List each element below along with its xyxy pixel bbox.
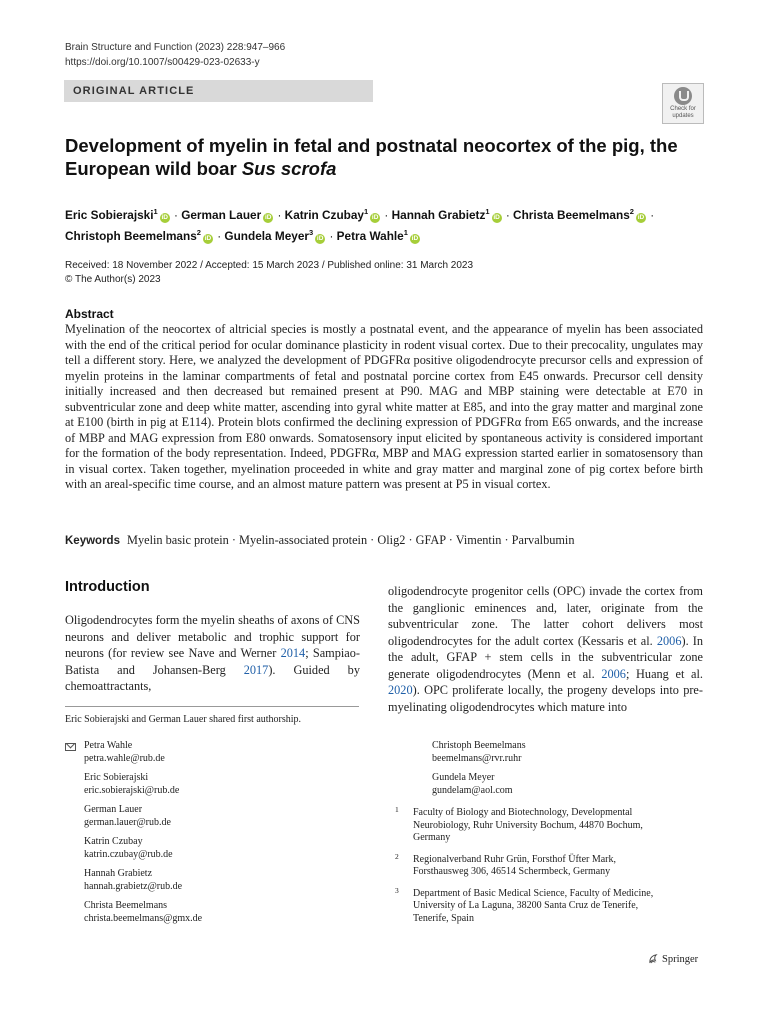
orcid-icon[interactable]: iD bbox=[161, 213, 168, 221]
contact-entry bbox=[84, 900, 365, 925]
author-affiliation-number: 2 bbox=[196, 227, 201, 237]
date-history: Received: 18 November 2022 / Accepted: 15 March 2023 / Published online: 31 March 2023 bbox=[65, 260, 474, 271]
introduction-heading: Introduction bbox=[65, 579, 150, 595]
affiliation-number: 3 bbox=[395, 885, 399, 895]
affiliation-number: 1 bbox=[395, 805, 399, 814]
author-affiliation-number: 1 bbox=[153, 207, 158, 216]
affiliation-line: Neurobiology, Ruhr University Bochum, 44870 Bochum, bbox=[413, 819, 643, 831]
affiliation-line: Faculty of Biology and Biotechnology, Developmental bbox=[413, 807, 633, 818]
author[interactable]: Petra Wahle bbox=[336, 228, 404, 243]
orcid-icon[interactable]: iD bbox=[411, 234, 419, 242]
journal-info bbox=[65, 41, 285, 70]
author-affiliation-number: 1 bbox=[485, 207, 490, 216]
intro-text: oligodendrocyte progenitor cells (OPC) invade the cortex from the ganglionic eminences and, later, originate from the subventricular zone. The latter cohort delivers most oligodendrocytes for the adult cortex (Kessaris et al. bbox=[388, 584, 703, 648]
intro-text: ). Guided by chemoattractants, bbox=[65, 662, 360, 693]
doi-link[interactable]: https://doi.org/10.1007/s00429-023-02633-y bbox=[65, 56, 260, 68]
author-affiliation-number: 3 bbox=[309, 227, 314, 237]
footnote-divider bbox=[65, 706, 359, 707]
title-species: Sus scrofa bbox=[241, 158, 337, 179]
author[interactable]: German Lauer bbox=[181, 207, 262, 222]
citation-link[interactable]: 2006 bbox=[601, 666, 626, 681]
affiliations bbox=[395, 805, 713, 925]
affiliation-line: University of La Laguna, 38200 Santa Cruz de Tenerife, bbox=[413, 900, 639, 911]
affiliation-line: Regionalverband Ruhr Grün, Forsthof Üfter Mark, bbox=[413, 853, 617, 865]
intro-text: ; Huang et al. bbox=[625, 666, 703, 681]
contact-email[interactable]: german.lauer@rub.de bbox=[84, 816, 171, 828]
contacts-right bbox=[395, 740, 713, 934]
contact-name: Hannah Grabietz bbox=[84, 868, 153, 879]
keywords bbox=[65, 533, 705, 548]
author-separator: · bbox=[170, 207, 182, 222]
affiliation bbox=[395, 851, 713, 879]
orcid-icon[interactable]: iD bbox=[316, 234, 324, 242]
check-updates-line1: Check for bbox=[670, 106, 696, 112]
author-affiliation-number: 1 bbox=[363, 207, 369, 216]
author[interactable]: Eric Sobierajski bbox=[65, 207, 154, 222]
intro-text: ; Sampiao-Batista and Johansen-Berg bbox=[65, 646, 360, 677]
contact-email[interactable]: gundelam@aol.com bbox=[432, 784, 513, 796]
publication-dates bbox=[65, 259, 473, 286]
contact-name: Petra Wahle bbox=[84, 740, 133, 751]
intro-text: ). In the adult, GFAP + stem cells in the subventricular zone generate oligodendrocytes (Menn et al. bbox=[388, 633, 703, 681]
contact-email[interactable]: christa.beemelmans@gmx.de bbox=[84, 912, 203, 924]
contact-entry bbox=[84, 836, 365, 861]
author-affiliation-number: 2 bbox=[629, 207, 634, 216]
author-separator: · bbox=[326, 228, 337, 243]
article-type-label: ORIGINAL ARTICLE bbox=[64, 80, 373, 102]
affiliation-number: 2 bbox=[395, 851, 399, 861]
author[interactable]: Hannah Grabietz bbox=[391, 207, 486, 222]
contact-entry bbox=[84, 772, 365, 797]
author-separator: · bbox=[646, 207, 655, 222]
affiliation-line: Tenerife, Spain bbox=[413, 912, 474, 924]
citation-link[interactable]: 2006 bbox=[656, 633, 682, 648]
contact-email[interactable]: hannah.grabietz@rub.de bbox=[84, 880, 183, 892]
check-for-updates-icon[interactable] bbox=[662, 83, 704, 124]
contact-entry bbox=[84, 868, 365, 893]
affiliation bbox=[395, 885, 713, 926]
contacts-left bbox=[65, 740, 365, 932]
contact-name: Christa Beemelmans bbox=[84, 900, 168, 911]
keywords-text: Myelin basic protein · Myelin-associated protein · Olig2 · GFAP · Vimentin · Parvalbumin bbox=[127, 533, 575, 547]
springer-logo-icon bbox=[648, 953, 659, 964]
abstract-heading: Abstract bbox=[65, 307, 114, 321]
copyright: © The Author(s) 2023 bbox=[65, 273, 161, 285]
publisher-logo bbox=[648, 953, 698, 965]
update-badge-icon bbox=[674, 87, 692, 105]
contact-name: Christoph Beemelmans bbox=[432, 740, 526, 751]
contact-entry bbox=[432, 740, 713, 765]
citation-link[interactable]: 2014 bbox=[280, 646, 306, 660]
orcid-icon[interactable]: iD bbox=[264, 213, 272, 221]
intro-text: ). OPC proliferate locally, the progeny develops into pre-myelinating oligodendrocytes which mature into bbox=[388, 683, 703, 714]
contact-email[interactable]: katrin.czubay@rub.de bbox=[84, 848, 173, 860]
author-list bbox=[65, 203, 685, 245]
check-updates-line2: updates bbox=[672, 112, 694, 119]
affiliation-line: Department of Basic Medical Science, Faculty of Medicine, bbox=[413, 887, 654, 899]
journal-citation: Brain Structure and Function (2023) 228:947–966 bbox=[65, 42, 286, 53]
author-separator: · bbox=[381, 207, 392, 222]
contact-email[interactable]: beemelmans@rvr.ruhr bbox=[432, 752, 522, 764]
mail-icon bbox=[65, 743, 76, 751]
introduction-left-column bbox=[65, 612, 360, 695]
contact-name: Gundela Meyer bbox=[432, 772, 495, 783]
contact-entry bbox=[432, 772, 713, 797]
author[interactable]: Gundela Meyer bbox=[224, 228, 309, 243]
affiliation bbox=[395, 805, 713, 845]
orcid-icon[interactable]: iD bbox=[204, 234, 212, 242]
author[interactable]: Katrin Czubay bbox=[284, 207, 364, 222]
contact-name: Katrin Czubay bbox=[84, 836, 143, 847]
author[interactable]: Christoph Beemelmans bbox=[65, 228, 197, 243]
keywords-label: Keywords bbox=[65, 535, 120, 547]
author-affiliation-number: 1 bbox=[403, 227, 408, 237]
contact-entry bbox=[84, 740, 365, 765]
author-separator: · bbox=[213, 228, 225, 243]
abstract-text: Myelination of the neocortex of altricial species is mostly a postnatal event, and the appearance of myelin has been associated with the end of the critical period for ocular dominance plasticity in rodent visual cortex. Due to their precocality, ungulates may tell a different story. Here, we analyzed the development of PDGFRα positive oligodendrocyte precursor cells and expression of myelin proteins in the laminar compartments of fetal and postnatal porcine cortex from E45 onwards. Precursor cell density initially increased and then decreased but remained present at P90. MAG and MBP staining were detectable at E70 in subventricular zone and deep white matter, ascending into gyral white matter at E85, and into the gray matter and marginal zone at E100 (birth in pig at E114). Protein blots confirmed the declining expression of PDGFRα from E65 onwards, and the increase of MBP and MAG expression from E80 onwards. Somatosensory input elicited by spontaneous activity is considered important for the formation of the body representation. Indeed, PDGFRα, MBP and MAG expression started earlier in somatosensory than in visual cortex. Taken together, myelination proceeded in white and gray matter and marginal zone of pig cortex before birth with an areal-specific time course, and an almost mature pattern was present at P5 in visual cortex. bbox=[65, 322, 703, 491]
citation-link[interactable]: 2017 bbox=[243, 662, 269, 677]
contact-name: Eric Sobierajski bbox=[84, 772, 149, 783]
title-main: Development of myelin in fetal and postnatal neocortex of the pig, the European wild boar bbox=[65, 135, 678, 179]
orcid-icon[interactable]: iD bbox=[371, 213, 379, 221]
shared-authorship-note: Eric Sobierajski and German Lauer shared first authorship. bbox=[65, 714, 302, 725]
contact-name: German Lauer bbox=[84, 804, 143, 815]
affiliation-line: Germany bbox=[413, 832, 451, 843]
introduction-right-column bbox=[388, 583, 703, 715]
author[interactable]: Christa Beemelmans bbox=[513, 207, 630, 222]
contact-email[interactable]: petra.wahle@rub.de bbox=[84, 752, 165, 764]
orcid-icon[interactable]: iD bbox=[493, 213, 500, 221]
orcid-icon[interactable]: iD bbox=[637, 213, 645, 221]
affiliation-line: Forsthausweg 306, 46514 Schermbeck, Germany bbox=[413, 866, 611, 877]
article-title bbox=[65, 134, 685, 180]
author-separator: · bbox=[274, 207, 285, 222]
author-separator: · bbox=[502, 207, 514, 222]
publisher-name: Springer bbox=[662, 954, 699, 965]
contact-entry bbox=[84, 804, 365, 829]
intro-text: Oligodendrocytes form the myelin sheaths of axons of CNS neurons and deliver metabolic and trophic support for neurons (for review see Nave and Werner bbox=[65, 613, 360, 660]
citation-link[interactable]: 2020 bbox=[388, 683, 413, 697]
contact-email[interactable]: eric.sobierajski@rub.de bbox=[84, 784, 180, 796]
